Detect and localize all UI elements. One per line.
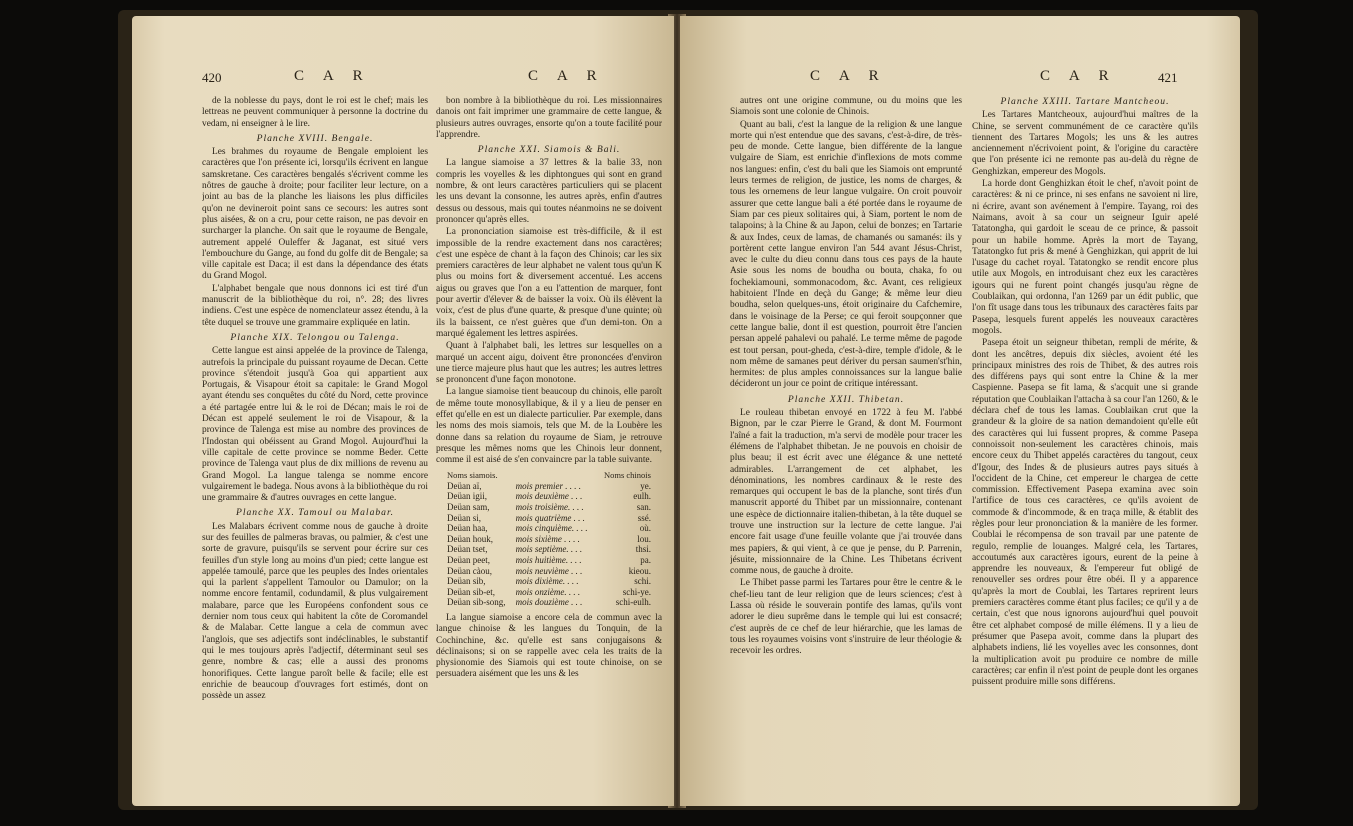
paragraph: Pasepa étoit un seigneur thibetan, rempli de mérite, & dont les ancêtres, depuis dix siècles, avoient été les principaux ministres des rois de Thibet, & des autres rois des différens pays qui sont entre la Chine & la mer Caspienne. Pasepa se fit lama, & s'acquit une si grande réputation que Coublaikan l'attacha à sa cour l'an 1260, & le déclara chef de tous les lamas. Coublaikan crut que la grandeur & la gloire de sa nation demandoient qu'elle eût des caractères qui lui fussent propres, & comme Pasepa connoissoit non-seulement les caractères chinois, mais encore ceux du Thibet appelés caractères du tangout, ceux d'Igour, des Indes & de plusieurs autres pays situés à l'occident de la Chine, cet empereur le chargea de cette commission. Effectivement Pasepa examina avec soin l'artifice de tous ces caractères, ce qu'ils avoient de commode & d'incommode, & en traça mille, & établit des règles pour leur prononciation & la manière de les former. Coublai le récompensa de son travail par une patente de regulo, remplie de louanges. Malgré cela, les Tartares, accoutumés aux caractères igours, eurent de la peine à apprendre les nouveaux, & l'empereur fut obligé de renouveller ses ordres pour être obéi. Il y a apparence qu'après la mort de Coublai, les Tartares reprirent leurs premiers caractères comme étant plus faciles; ce qu'il y a de certain, c'est que nous ignorons aujourd'hui quel pouvoit être cet alphabet composé de mille élémens. Il y a lieu de présumer que Pasepa avoit, comme dans la plupart des alphabets indiens, lié les voyelles avec les consonnes, dont la multiplication avoit pu produire ce nombre de mille caractères; car enfin il n'est point de peuple dont les organes puissent produire mille sons différens. (972, 338, 1198, 688)
paragraph: bon nombre à la bibliothèque du roi. Les missionnaires danois ont fait imprimer une grammaire de cette langue, & plusieurs autres ouvrages, ensorte qu'on a toute facilité pour l'apprendre. (436, 96, 662, 140)
gloss: mois septième. . . . (515, 544, 583, 555)
siamese-name: Deüan haa, (447, 523, 488, 534)
chinese-name: eulh. (633, 491, 651, 502)
siamese-name: Deüan sib, (447, 576, 486, 587)
left-column-2-text-b (436, 613, 662, 681)
paragraph: Le rouleau thibetan envoyé en 1722 à feu M. l'abbé Bignon, par le czar Pierre le Grand, & dont M. Fourmont l'aîné a fait la traduction, m'a servi de modèle pour tracer les élémens de l'alphabet thibetan. Je ne pouvois en choisir de plus beau; il est écrit avec une élégance & une netteté admirables. L'arrangement de cet alphabet, les dénominations, les nombres cardinaux & le reste des remarques qui occupent le bas de la planche, sont tirés d'un manuscrit apporté du Thibet par un missionnaire, contenant une espèce de dictionnaire italien-thibetan, à la tête duquel se trouve une instruction sur la lecture de cette langue. J'ai encore fait usage d'une feuille volante que j'ai trouvée dans mes papiers, & qui vient, à ce que je pense, du P. Parrenin, jésuite, missionnaire de la Chine. Les Thibetans écrivent comme nous, de gauche à droite. (730, 408, 962, 577)
table-row (445, 555, 653, 566)
table-row (445, 576, 653, 587)
paragraph: Les Malabars écrivent comme nous de gauche à droite sur des feuilles de palmeras bravas, ou palmier, & c'est une sorte de gravure, puisqu'ils se servent pour écrire sur ces feuilles d'un style long au moins d'un pied; cette langue est appelée tamoulé, parce que les peuples des Indes orientales qui la parlent s'appellent Tamoulor ou Damulor; on la nomme encore fentamil, codundamil, & plus vulgairement malabare, parce que les Européens confondent sous ce dernier nom tous ceux qui habitent la côte de Coromandel & de Malabar. Cette langue a cela de commun avec l'anglois, que ses adjectifs sont indéclinables, le substantif qui le mes toujours après l'adjectif, déterminant seul ses genre, nombre & cas; elle a aussi des pronoms honorifiques. Cette langue paroît belle & facile; elle est enrichie de beaucoup d'ouvrages fort estimés, dont on possède un assez (202, 521, 428, 702)
siamese-name: Deüan tset, (447, 544, 488, 555)
section-heading: Planche XIX. Telongou ou Talenga. (230, 331, 400, 343)
table-row (445, 566, 653, 577)
table-row (445, 491, 653, 502)
right-page-number: 421 (1158, 70, 1178, 85)
siamese-name: Deüan sib-et, (447, 586, 496, 597)
gloss: mois onzième. . . . (515, 586, 581, 597)
left-page-number: 420 (202, 70, 222, 85)
right-head-word-1: C A R (810, 68, 887, 84)
paragraph: L'alphabet bengale que nous donnons ici est tiré d'un manuscrit de la bibliothèque du roi, n°. 28; des livres indiens. C'est une espèce de nomenclateur assez étendu, à la tête duquel se trouve une grammaire expliquée en latin. (202, 283, 428, 328)
paragraph: de la noblesse du pays, dont le roi est le chef; mais les lettreas ne peuvent communiquer à personne la doctrine du vedam, ni enseigner à le lire. (202, 96, 428, 129)
gloss: mois premier . . . . (515, 480, 582, 491)
siamese-name: Deüan aï, (447, 480, 482, 491)
table-row (445, 544, 653, 555)
paragraph: Quant au bali, c'est la langue de la religion & une langue morte qui n'est entendue que des savans, c'est-à-dire, de très-peu de monde. Cette langue, bien différente de la langue vulgaire de Siam, est enrichie d'inflexions de mots comme nos langues: enfin, c'est du bali que les Siamois ont emprunté leurs termes de religion, de justice, les noms de charges, & tous les ornemens de leur langue vulgaire. On croit pouvoir assurer que cette langue bali a été portée dans le royaume de Siam par ces pieux solitaires qui, à Siam, portent le nom de talapoins; à la Chine & au Japon, celui de bonzes; en Tartarie & aux Indes, ceux de lamas, de chamanés ou samanés: ils y portèrent cette langue environ l'an 544 avant Jésus-Christ, avec le culte du dieu connu dans tous ces pays de la haute Asie sous les noms de boudha ou bouta, chaka, fo ou fochekiamouni, sommonacodom, &c. Avant, ces religieux habitoient l'Inde en deçà du Gange; & même leur dieu boudha, selon quelques-uns, étoit originaire du Cafchemire, dans le voisinage de la Perse; ce qui feroit soupçonner que cette langue balie, dont il est question, pourroit être l'ancien persan appelé pahalevi ou pahalé. Le terme même de pagode est tout persan, pout-gheda, c'est-à-dire, temple d'idole, & le nom même de samanes peut dériver du persan saumen'st'hin, hermites: de plus amples connoissances sur la langue balie décideront un jour ce point de critique intéressant. (730, 119, 962, 390)
chinese-name: schi-eulh. (615, 597, 651, 608)
chinese-name: ye. (640, 480, 651, 491)
left-head-word-1: C A R (294, 68, 371, 84)
section-heading: Planche XXII. Thibetan. (787, 393, 905, 405)
left-page (132, 16, 674, 806)
siamese-name: Deüan igii, (447, 491, 488, 502)
gloss: mois huitième. . . . (515, 554, 582, 565)
siamese-name: Deüan càou, (447, 565, 493, 576)
right-column-2-heading: Planche XXIII. Tartare Mantcheou. (1000, 96, 1170, 107)
paragraph: Les Tartares Mantcheoux, aujourd'hui maîtres de la Chine, se servent communément de ce caractère qu'ils tiennent des Tartares Mogols; les uns & les autres anciennement n'écrivoient point, & l'origine du caractère que l'on présente ici ne remonte pas au-delà du règne de Genghizkan, empereur des Mogols. (972, 110, 1198, 177)
table-row (445, 502, 653, 513)
chinese-name: kieou. (628, 565, 651, 576)
table-row (445, 523, 653, 534)
chinese-name: pa. (640, 554, 651, 565)
table-row (445, 587, 653, 598)
paragraph: La prononciation siamoise est très-difficile, & il est impossible de la rendre exactement dans nos caractères; c'est une espèce de chant à la façon des Chinois; car les six premiers caractères de leur alphabet ne valent tous qu'un K plus ou moins fort & diversement accentué. Les accens aigus ou graves que l'on a eu l'attention de marquer, font pour avertir d'élever & de baisser la voix. Où ils élèvent la voix, c'est de plus d'une quarte, & presque d'une quinte; où ils la baissent, ce n'est guères que d'un demi-ton. On a marqué également les lettres aspirées. (436, 227, 662, 339)
paragraph: Quant à l'alphabet bali, les lettres sur lesquelles on a marqué un accent aigu, doivent être prononcées d'environ une tierce majeure plus haut que les autres; les autres lettres se prononcent d'une façon monotone. (436, 341, 662, 386)
right-head-word-2: C A R (1040, 68, 1117, 84)
gloss: mois douzième . . . (515, 597, 583, 608)
months-table (445, 470, 653, 608)
gloss: mois quatrième . . . (515, 512, 585, 523)
siamese-name: Deüan si, (447, 512, 482, 523)
chinese-name: schi. (634, 576, 651, 587)
right-page (680, 16, 1240, 806)
gloss: mois dixième. . . . (515, 576, 579, 587)
chinese-name: ssé. (637, 512, 651, 523)
siamese-name: Deüan sib-song, (447, 597, 506, 608)
siamese-name: Deüan peet, (447, 554, 491, 565)
section-heading: Planche XVIII. Bengale. (256, 132, 374, 144)
header-siamese: Noms siamois. (447, 469, 498, 480)
paragraph: autres ont une origine commune, ou du moins que les Siamois sont une colonie de Chinois. (730, 96, 962, 118)
gloss: mois deuxième . . . (515, 491, 583, 502)
header-chinese: Noms chinois (603, 469, 651, 480)
left-column-2-text-a (436, 96, 662, 467)
paragraph: La langue siamoise a 37 lettres & la balie 33, non compris les voyelles & les diphtongues qui sont en grand nombre, & ont leurs caractères particuliers qui se placent les uns devant la consonne, les autres après, enfin d'autres dessus ou dessous, mais qui toutes néanmoins ne se doivent prononcer qu'après elles. (436, 158, 662, 225)
gloss: mois neuvième . . . (515, 565, 583, 576)
gloss: mois troisième. . . . (515, 501, 584, 512)
siamese-name: Deüan sam, (447, 501, 490, 512)
table-row (445, 597, 653, 608)
paragraph: La langue siamoise a encore cela de commun avec la langue chinoise & les langues du Tonquin, de la Cochinchine, &c. qu'elle est sans conjugaisons & déclinaisons; si on se rappelle avec cela les traits de la physionomie des Siamois qui est toute chinoise, on se persuadera aisément que les uns & les (436, 612, 662, 680)
right-column-2-text (972, 110, 1198, 688)
table-row (445, 481, 653, 492)
gloss: mois cinquième. . . . (515, 523, 588, 534)
chinese-name: san. (636, 501, 651, 512)
paragraph: Le Thibet passe parmi les Tartares pour être le centre & le chef-lieu tant de leur religion que de leurs sciences; c'est à Lassa où réside le souverain pontife des lamas, qu'ils vont adorer le dieu suprême dans le temple qui lui est consacré; c'est auprès de ce chef de leur hiérarchie, que les lamas de tous les royaumes voisins vont s'instruire de leur théologie & recevoir les ordres. (730, 578, 962, 657)
left-page-column-2 (436, 96, 662, 798)
siamese-name: Deüan houk, (447, 533, 494, 544)
months-table-header (445, 470, 653, 481)
chinese-name: thsi. (635, 544, 651, 555)
chinese-name: schi-ye. (622, 586, 651, 597)
right-page-column-2 (972, 96, 1198, 798)
gloss: mois sixième . . . . (515, 533, 580, 544)
chinese-name: lou. (637, 533, 651, 544)
paragraph: La langue siamoise tient beaucoup du chinois, elle paroît de même toute monosyllabique, & il y a lieu de penser en effet qu'elle en est un dialecte particulier. Par exemple, dans les noms des mois siamois, tels que M. de la Loubère les donne dans sa relation du royaume de Siam, je retrouve presque les mêmes noms que les Chinois leur donnent, comme il est aisé de s'en convaincre par la table suivante. (436, 387, 662, 466)
section-heading: Planche XX. Tamoul ou Malabar. (235, 507, 395, 519)
paragraph: Les brahmes du royaume de Bengale emploient les caractères que l'on présente ici, lorsqu'ils écrivent en langue samskretane. Ces caractères bengalés s'écrivent comme les nôtres de gauche à droite; pour faciliter leur lecture, on a joint au bas de la planche les liaisons les plus difficiles qu'on ne devineroit point sans ce secours: les autres sont plus aisées, & on a cru, pour cette raison, ne pas devoir en surcharger la planche. On sait que le royaume de Bengale, autrement appelé Ouleffer & Jaganat, est situé vers l'embouchure du Gange, au fond du golfe dit de Bengale; sa ville capitale est Daca; il est dans la dépendance des états du Grand Mogol. (202, 147, 428, 282)
left-running-head (132, 64, 674, 94)
paragraph: La horde dont Genghizkan étoit le chef, n'avoit point de caractères: & ni ce prince, ni ses enfans ne savoient ni lire, ni écrire, avant son avénement à l'empire. Tayang, roi des Naimans, avoit à sa cour un seigneur Iguir apelé Tatatongha, qui gardoit le sceau de ce prince, & passoit pour un habile homme. Après la mort de Tayang, Tatatongko fut pris & mené à Genghizkan, qui apprit de lui l'usage du cachet royal. Tatatongko se rendit encore plus utile aux Mogols, en introduisant chez eux les caractères igours qui ne furent point changés jusqu'au règne de Coublaikan, qui ordonna, l'an 1269 par un édit public, que l'on fît usage dans tous les tribunaux des caractères faits par Pasepa, lesquels furent appelés les nouveaux caractères mogols. (972, 179, 1198, 336)
right-running-head (680, 64, 1240, 94)
chinese-name: où. (639, 523, 651, 534)
months-table-body (445, 481, 653, 608)
left-page-column-1 (202, 96, 428, 798)
right-page-column-1 (730, 96, 962, 798)
paragraph: Cette langue est ainsi appelée de la province de Talenga, autrefois la principale du puissant royaume de Decan. Cette province s'étendoit jusqu'à Goa qui appartient aux Portugais, & Visapour étoit sa capitale: le Grand Mogol ayant étendu ses conquêtes du côté du Nord, cette province a été partagée entre lui & le roi de Décan; mais le roi de Décan est appelé seulement le roi de Visapour, & la province de Talenga est mise au nombre des provinces de l'Indostan qui obéissent au Grand Mogol. Aujourd'hui la ville capitale de cette province se nomme Beder. Cette province de Talenga vaut plus de dix millions de revenu au Grand Mogol. La langue talenga se nomme encore vulgairement le badega. Nous avons à la bibliothèque du roi une grammaire & d'autres ouvrages en cette langue. (202, 346, 428, 504)
section-heading: Planche XXI. Siamois & Bali. (477, 144, 621, 156)
left-head-word-2: C A R (528, 68, 605, 84)
table-row (445, 513, 653, 524)
table-row (445, 534, 653, 545)
